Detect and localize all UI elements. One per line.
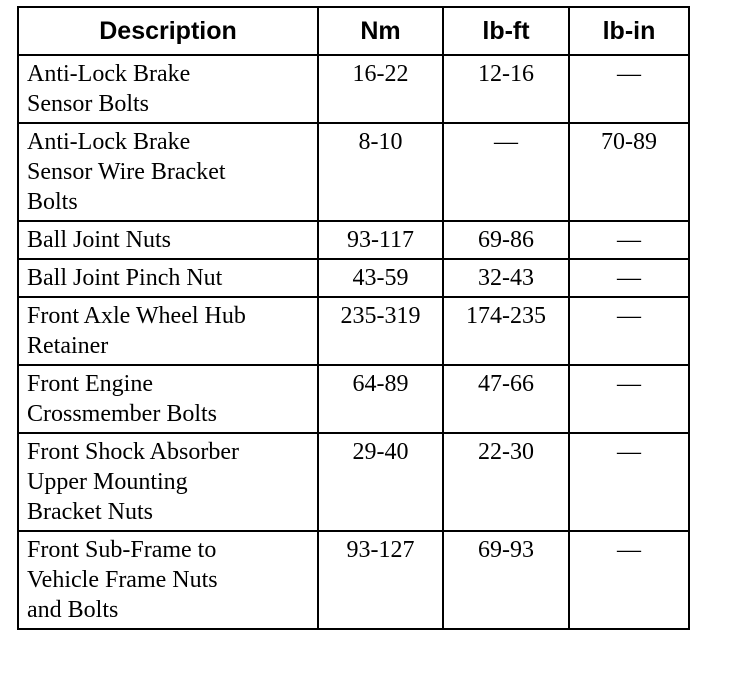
cell-nm: 93-127 [318,531,443,629]
header-nm: Nm [318,7,443,55]
cell-lbin: 70-89 [569,123,689,221]
cell-description: Front Sub-Frame to Vehicle Frame Nuts and Bolts [18,531,318,629]
cell-lbft: 174-235 [443,297,569,365]
cell-description: Ball Joint Nuts [18,221,318,259]
cell-description: Front Axle Wheel Hub Retainer [18,297,318,365]
torque-spec-table [17,6,690,630]
cell-nm: 16-22 [318,55,443,123]
table-row [18,55,689,123]
table-row [18,259,689,297]
header-description: Description [18,7,318,55]
table-row [18,433,689,531]
table-row [18,297,689,365]
cell-description: Ball Joint Pinch Nut [18,259,318,297]
cell-lbin: — [569,55,689,123]
header-lbft: lb-ft [443,7,569,55]
table-row [18,365,689,433]
cell-lbin: — [569,259,689,297]
cell-description: Front Shock Absorber Upper Mounting Bracket Nuts [18,433,318,531]
cell-description: Front Engine Crossmember Bolts [18,365,318,433]
cell-nm: 64-89 [318,365,443,433]
table-header-row [18,7,689,55]
cell-lbft: 32-43 [443,259,569,297]
table-row [18,531,689,629]
cell-nm: 8-10 [318,123,443,221]
cell-description: Anti-Lock Brake Sensor Wire Bracket Bolts [18,123,318,221]
cell-lbin: — [569,297,689,365]
cell-lbin: — [569,531,689,629]
cell-description: Anti-Lock Brake Sensor Bolts [18,55,318,123]
cell-nm: 43-59 [318,259,443,297]
cell-nm: 29-40 [318,433,443,531]
cell-lbin: — [569,221,689,259]
cell-lbft: 47-66 [443,365,569,433]
cell-lbft: 69-86 [443,221,569,259]
cell-lbin: — [569,365,689,433]
cell-lbft: 22-30 [443,433,569,531]
cell-lbft: 12-16 [443,55,569,123]
table-row [18,123,689,221]
cell-lbft: 69-93 [443,531,569,629]
cell-lbft: — [443,123,569,221]
cell-nm: 93-117 [318,221,443,259]
table-row [18,221,689,259]
header-lbin: lb-in [569,7,689,55]
cell-lbin: — [569,433,689,531]
cell-nm: 235-319 [318,297,443,365]
